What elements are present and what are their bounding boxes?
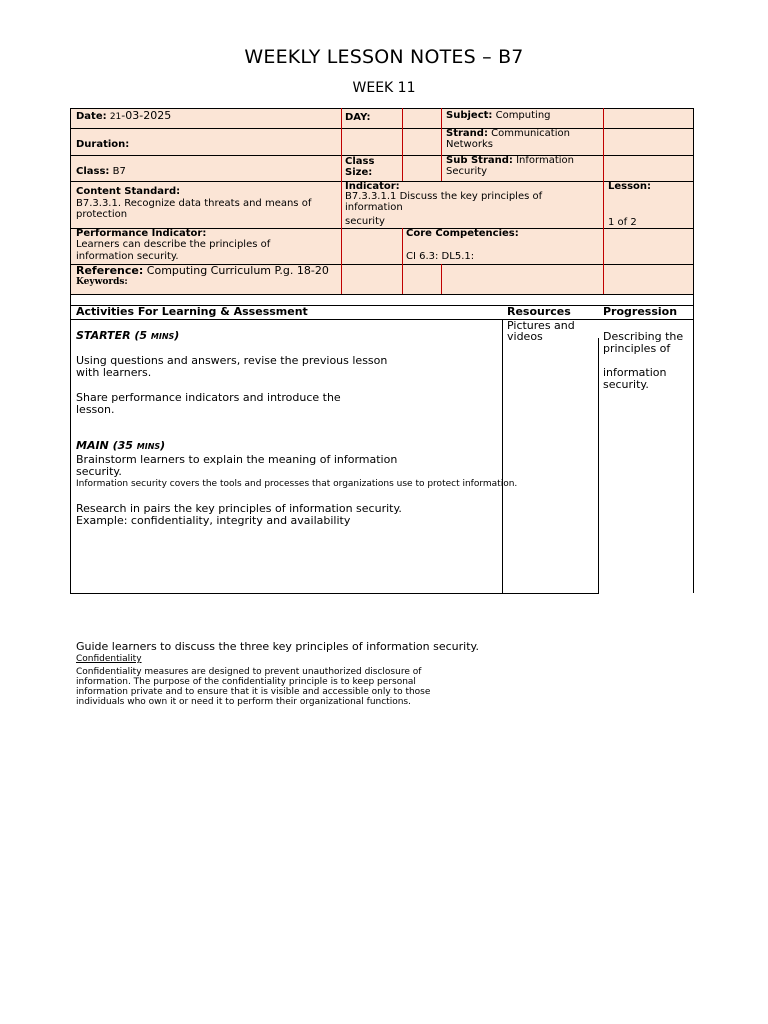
starter-step-2: Share performance indicators and introduce the [76, 391, 341, 404]
strand-value-line2: Networks [446, 139, 493, 150]
core-competencies-label: Core Competencies: [406, 228, 519, 239]
performance-indicator-text: Learners can describe the principles of [76, 239, 271, 250]
rule [441, 108, 442, 181]
resources-text: Pictures and [507, 319, 575, 332]
confidentiality-text-line3: information private and to ensure that it is visible and accessible only to those [76, 687, 431, 697]
rule [70, 593, 598, 594]
substrand-value-line2: Security [446, 166, 488, 177]
performance-indicator-text-line2: information security. [76, 251, 179, 262]
core-competencies-value: CI 6.3: DL5.1: [406, 251, 475, 262]
date-value-day: 21 [109, 112, 122, 122]
rule [70, 128, 694, 129]
main-step-2-line2: Example: confidentiality, integrity and availability [76, 514, 351, 527]
duration-label: Duration: [76, 139, 130, 150]
substrand-row [446, 155, 574, 166]
strand-row [446, 128, 570, 139]
indicator-text: B7.3.3.1.1 Discuss the key principles of [345, 191, 543, 202]
indicator-text-line2: information [345, 202, 403, 213]
page-title: WEEKLY LESSON NOTES – B7 [244, 46, 524, 68]
substrand-label: Sub Strand: [446, 155, 513, 166]
subject-row [446, 110, 551, 121]
progression-text: Describing the [603, 330, 684, 343]
main-heading [76, 440, 165, 452]
rule [70, 319, 694, 320]
rule [70, 108, 71, 294]
main-step-1-line2: security. [76, 465, 122, 478]
starter-heading-mins: MINS [150, 332, 175, 341]
rule [402, 108, 403, 181]
starter-heading-close: ) [174, 329, 180, 342]
resources-text-line2: videos [507, 330, 543, 343]
confidentiality-text-line4: individuals who own it or need it to perform their organizational functions. [76, 697, 411, 707]
date-row [76, 110, 171, 123]
week-label: WEEK 11 [352, 80, 416, 96]
performance-indicator-label: Performance Indicator: [76, 228, 207, 239]
rule [598, 338, 599, 594]
rule [402, 228, 403, 294]
main-heading-close: ) [160, 439, 166, 452]
subject-label: Subject: [446, 110, 493, 121]
activities-header: Activities For Learning & Assessment [76, 305, 308, 318]
starter-heading [76, 330, 179, 342]
class-size-label: Class [345, 156, 375, 167]
progression-text-line4: security. [603, 378, 649, 391]
rule [441, 264, 442, 294]
main-step-1: Brainstorm learners to explain the meaning of information [76, 453, 398, 466]
class-row [76, 166, 126, 177]
starter-step-1: Using questions and answers, revise the previous lesson [76, 354, 388, 367]
confidentiality-heading: Confidentiality [76, 654, 142, 664]
lesson-label: Lesson: [608, 181, 652, 192]
content-standard-text: B7.3.3.1. Recognize data threats and means of [76, 198, 312, 209]
rule [603, 108, 604, 294]
rule [341, 108, 342, 294]
rule [70, 155, 694, 156]
resources-header: Resources [507, 305, 571, 318]
confidentiality-text-line2: information. The purpose of the confidentiality principle is to keep personal [76, 677, 416, 687]
rule [693, 108, 694, 294]
confidentiality-text: Confidentiality measures are designed to prevent unauthorized disclosure of [76, 667, 422, 677]
strand-value: Communication [491, 128, 570, 139]
day-label: DAY: [345, 112, 371, 123]
date-label: Date: [76, 111, 107, 122]
content-standard-text-line2: protection [76, 209, 128, 220]
rule [70, 294, 694, 295]
date-value-rest: -03-2025 [121, 109, 172, 122]
main-note: Information security covers the tools and processes that organizations use to protect information. [76, 479, 518, 489]
main-heading-mins: MINS [136, 442, 161, 451]
main-heading-text: MAIN (35 [76, 439, 137, 452]
rule [70, 294, 71, 594]
class-value: B7 [112, 166, 126, 177]
content-standard-label: Content Standard: [76, 186, 181, 197]
strand-label: Strand: [446, 128, 488, 139]
guide-text: Guide learners to discuss the three key principles of information security. [76, 640, 479, 653]
class-label: Class: [76, 166, 110, 177]
substrand-value: Information [516, 155, 574, 166]
reference-label: Reference: [76, 264, 144, 277]
starter-heading-text: STARTER (5 [76, 329, 151, 342]
indicator-label: Indicator: [345, 181, 400, 192]
progression-text-line3: information [603, 366, 667, 379]
reference-row [76, 265, 329, 276]
starter-step-1-line2: with learners. [76, 366, 152, 379]
lesson-value: 1 of 2 [608, 217, 637, 228]
progression-text-line2: principles of [603, 342, 671, 355]
class-size-label-line2: Size: [345, 167, 373, 178]
subject-value: Computing [495, 110, 551, 121]
rule [502, 319, 503, 594]
main-step-2: Research in pairs the key principles of information security. [76, 502, 402, 515]
progression-header: Progression [603, 305, 678, 318]
indicator-text-line3: security [345, 216, 385, 227]
rule [693, 294, 694, 593]
keywords-label: Keywords: [76, 277, 128, 287]
reference-value: Computing Curriculum P.g. 18-20 [146, 264, 329, 277]
starter-step-2-line2: lesson. [76, 403, 115, 416]
